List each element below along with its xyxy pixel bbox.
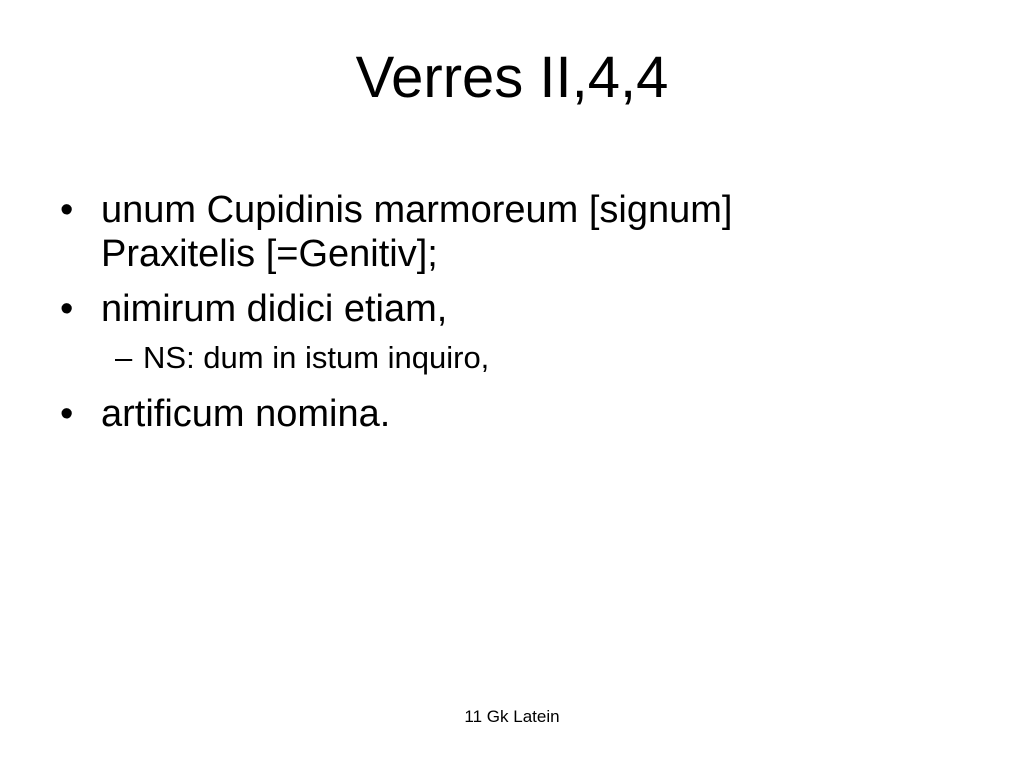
bullet-text-continuation: Praxitelis [=Genitiv]; [101,233,438,275]
slide-footer: 11 Gk Latein [464,707,560,726]
bullet-marker: • [60,189,74,231]
bullet-text: nimirum didici etiam, [101,288,448,330]
slide-title: Verres II,4,4 [355,45,669,110]
bullet-text: artificum nomina. [101,393,391,435]
dash-marker: – [115,340,133,375]
sub-bullet-item [60,339,960,377]
bullet-item [60,287,960,331]
bullet-marker: • [60,393,74,435]
bullet-text: unum Cupidinis marmoreum [signum] [101,189,733,231]
bullet-item [60,188,960,276]
bullet-item [60,392,960,436]
bullet-list [60,188,960,447]
bullet-marker: • [60,288,74,330]
sub-bullet-text: NS: dum in istum inquiro, [143,340,490,375]
